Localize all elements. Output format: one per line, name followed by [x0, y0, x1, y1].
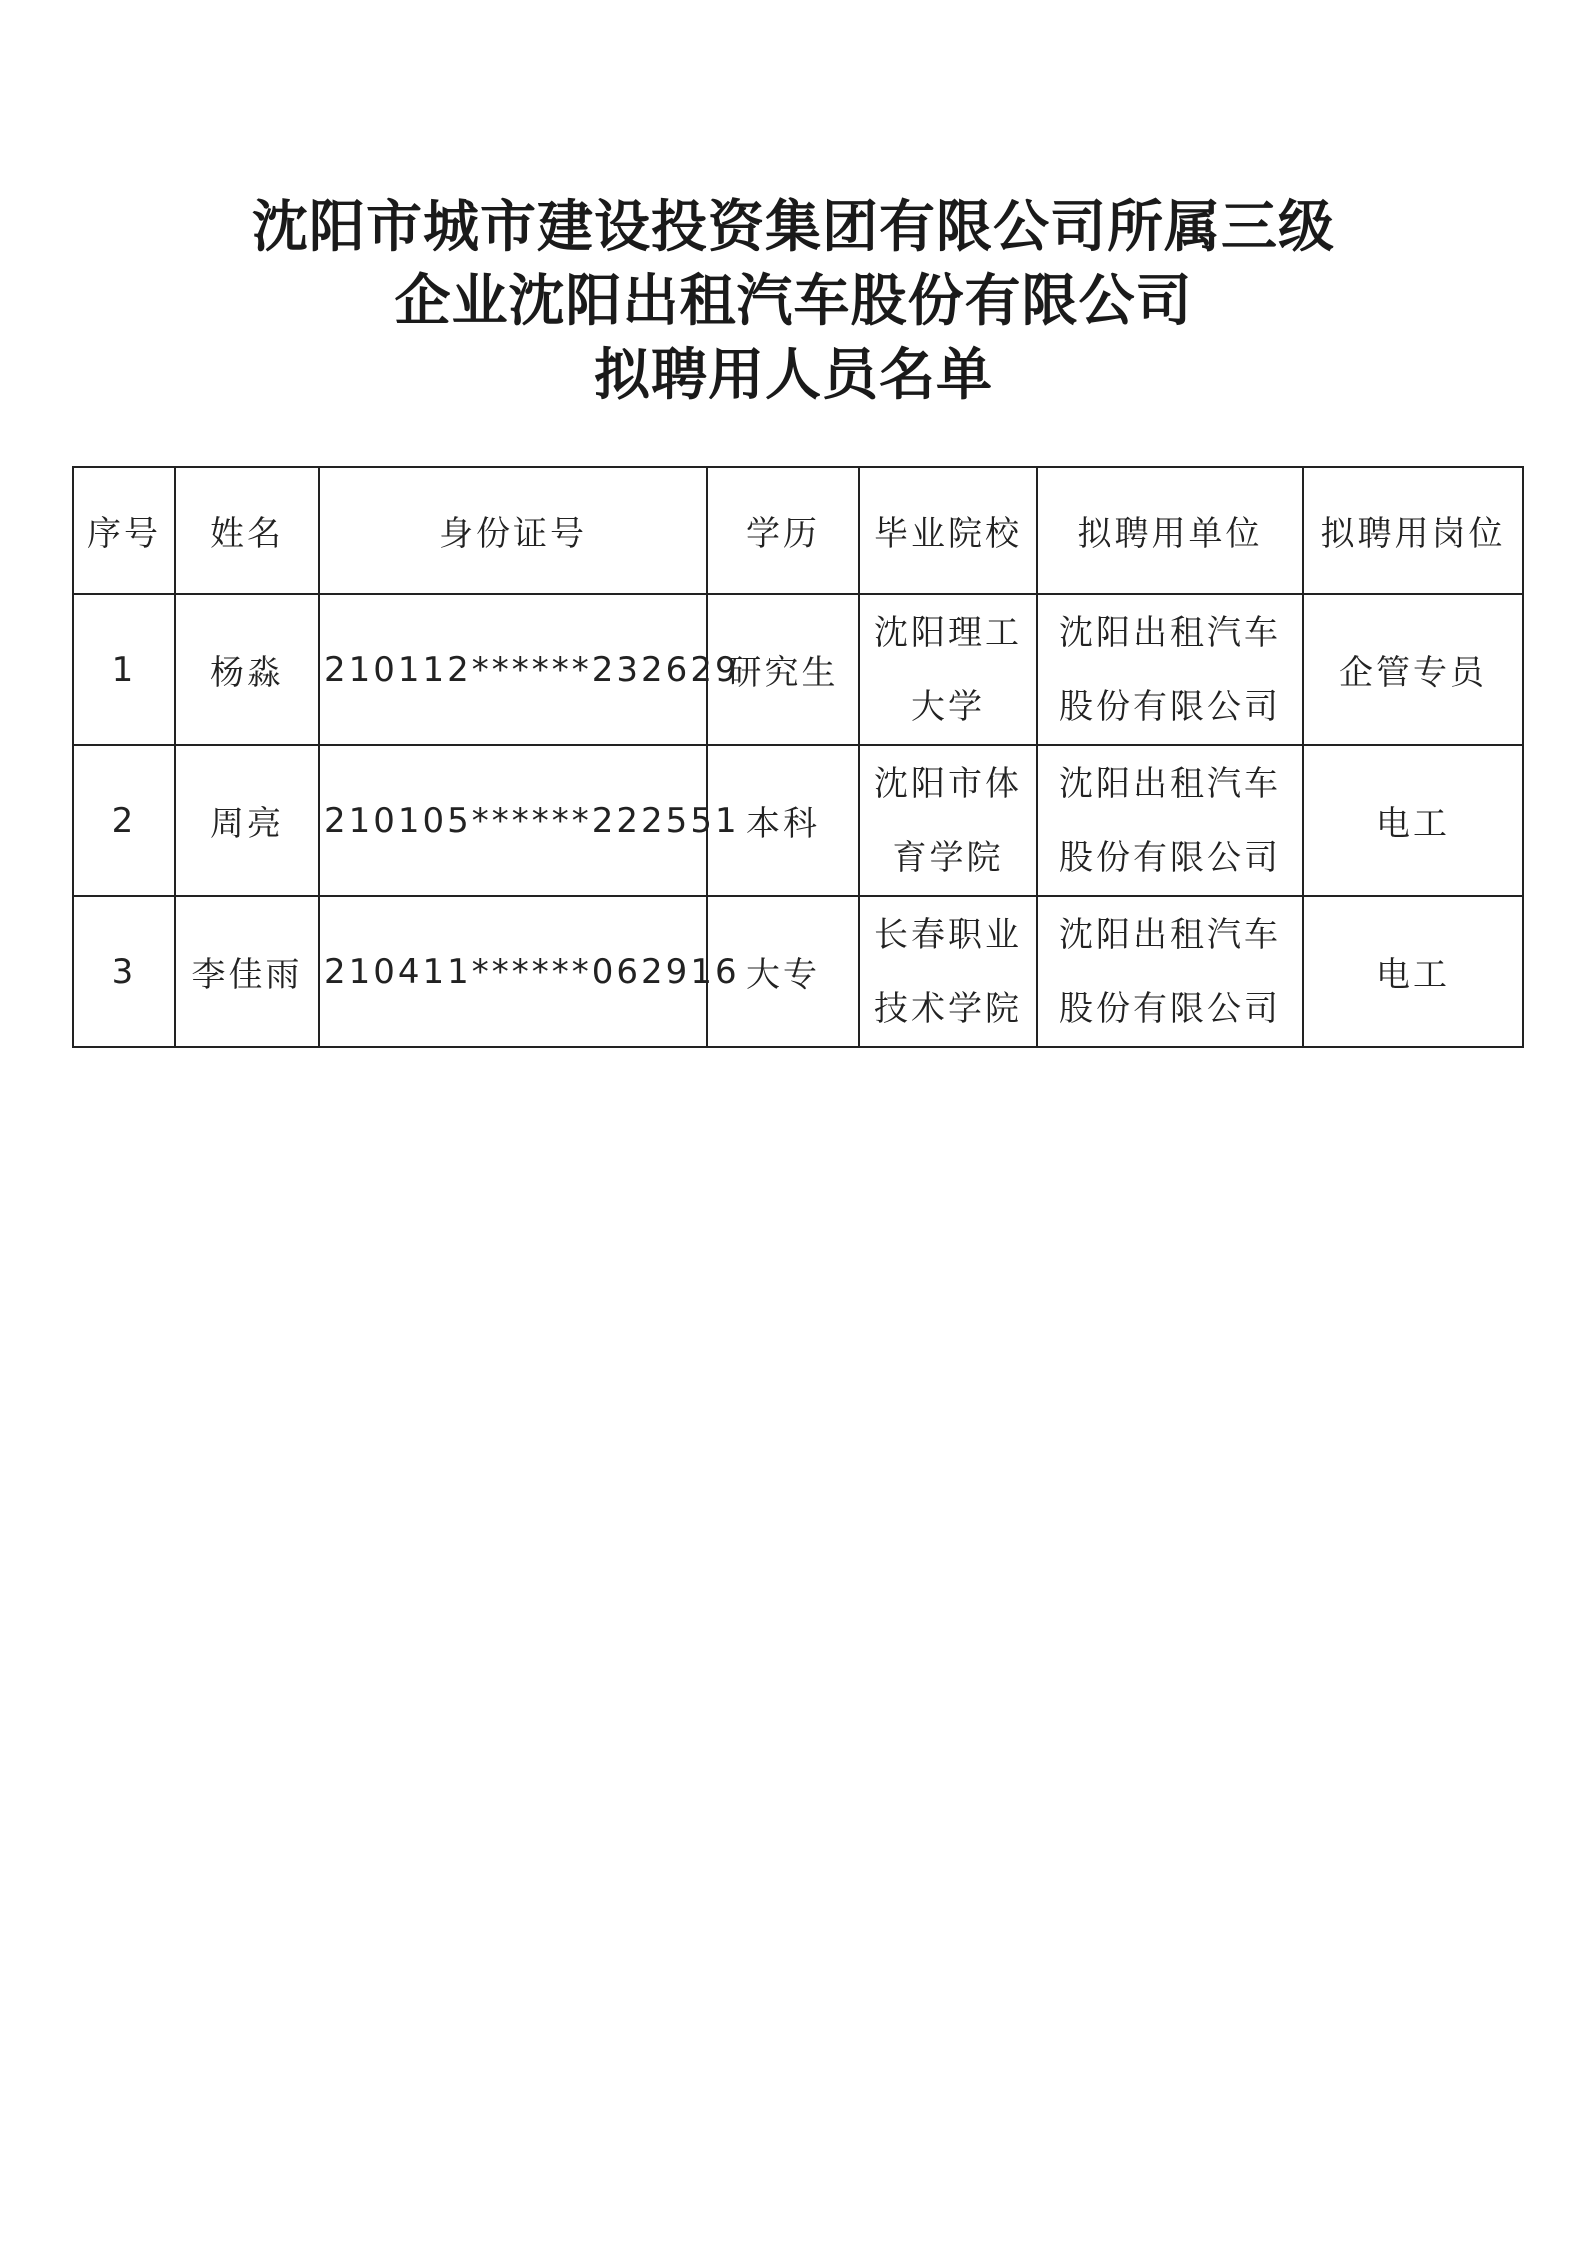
cell-name: 李佳雨 — [175, 896, 319, 1047]
title-line-2: 企业沈阳出租汽车股份有限公司 — [394, 268, 1193, 334]
cell-unit — [1037, 594, 1303, 745]
school-line: 沈阳理工 — [874, 612, 1022, 653]
cell-school — [859, 896, 1037, 1047]
cell-education: 研究生 — [707, 594, 859, 745]
cell-school — [859, 745, 1037, 896]
cell-index: 1 — [73, 594, 175, 745]
cell-position: 电工 — [1303, 896, 1523, 1047]
unit-line: 沈阳出租汽车 — [1059, 612, 1281, 653]
cell-position: 电工 — [1303, 745, 1523, 896]
school-line: 技术学院 — [874, 988, 1022, 1029]
cell-position: 企管专员 — [1303, 594, 1523, 745]
cell-id-number: 210411******062916 — [319, 896, 707, 1047]
unit-line: 股份有限公司 — [1059, 837, 1281, 878]
school-line: 大学 — [911, 686, 985, 727]
school-line: 育学院 — [892, 837, 1004, 878]
table-header-row — [73, 467, 1523, 594]
cell-index: 2 — [73, 745, 175, 896]
unit-line: 股份有限公司 — [1059, 988, 1281, 1029]
header-index: 序号 — [73, 467, 175, 594]
header-name: 姓名 — [175, 467, 319, 594]
header-education: 学历 — [707, 467, 859, 594]
table-row — [73, 594, 1523, 745]
title-line-1: 沈阳市城市建设投资集团有限公司所属三级 — [252, 194, 1335, 260]
table-row — [73, 745, 1523, 896]
cell-education: 大专 — [707, 896, 859, 1047]
cell-unit — [1037, 896, 1303, 1047]
cell-education: 本科 — [707, 745, 859, 896]
school-line: 沈阳市体 — [874, 763, 1022, 804]
cell-index: 3 — [73, 896, 175, 1047]
table-row — [73, 896, 1523, 1047]
cell-name: 杨淼 — [175, 594, 319, 745]
hiring-roster-table — [72, 466, 1524, 1048]
header-id-number: 身份证号 — [319, 467, 707, 594]
unit-line: 股份有限公司 — [1059, 686, 1281, 727]
cell-id-number: 210112******232629 — [319, 594, 707, 745]
header-position: 拟聘用岗位 — [1303, 467, 1523, 594]
cell-id-number: 210105******222551 — [319, 745, 707, 896]
title-line-3: 拟聘用人员名单 — [594, 342, 993, 408]
unit-line: 沈阳出租汽车 — [1059, 763, 1281, 804]
header-school: 毕业院校 — [859, 467, 1037, 594]
header-unit: 拟聘用单位 — [1037, 467, 1303, 594]
cell-name: 周亮 — [175, 745, 319, 896]
school-line: 长春职业 — [874, 914, 1022, 955]
cell-school — [859, 594, 1037, 745]
cell-unit — [1037, 745, 1303, 896]
unit-line: 沈阳出租汽车 — [1059, 914, 1281, 955]
document-title — [0, 190, 1587, 412]
